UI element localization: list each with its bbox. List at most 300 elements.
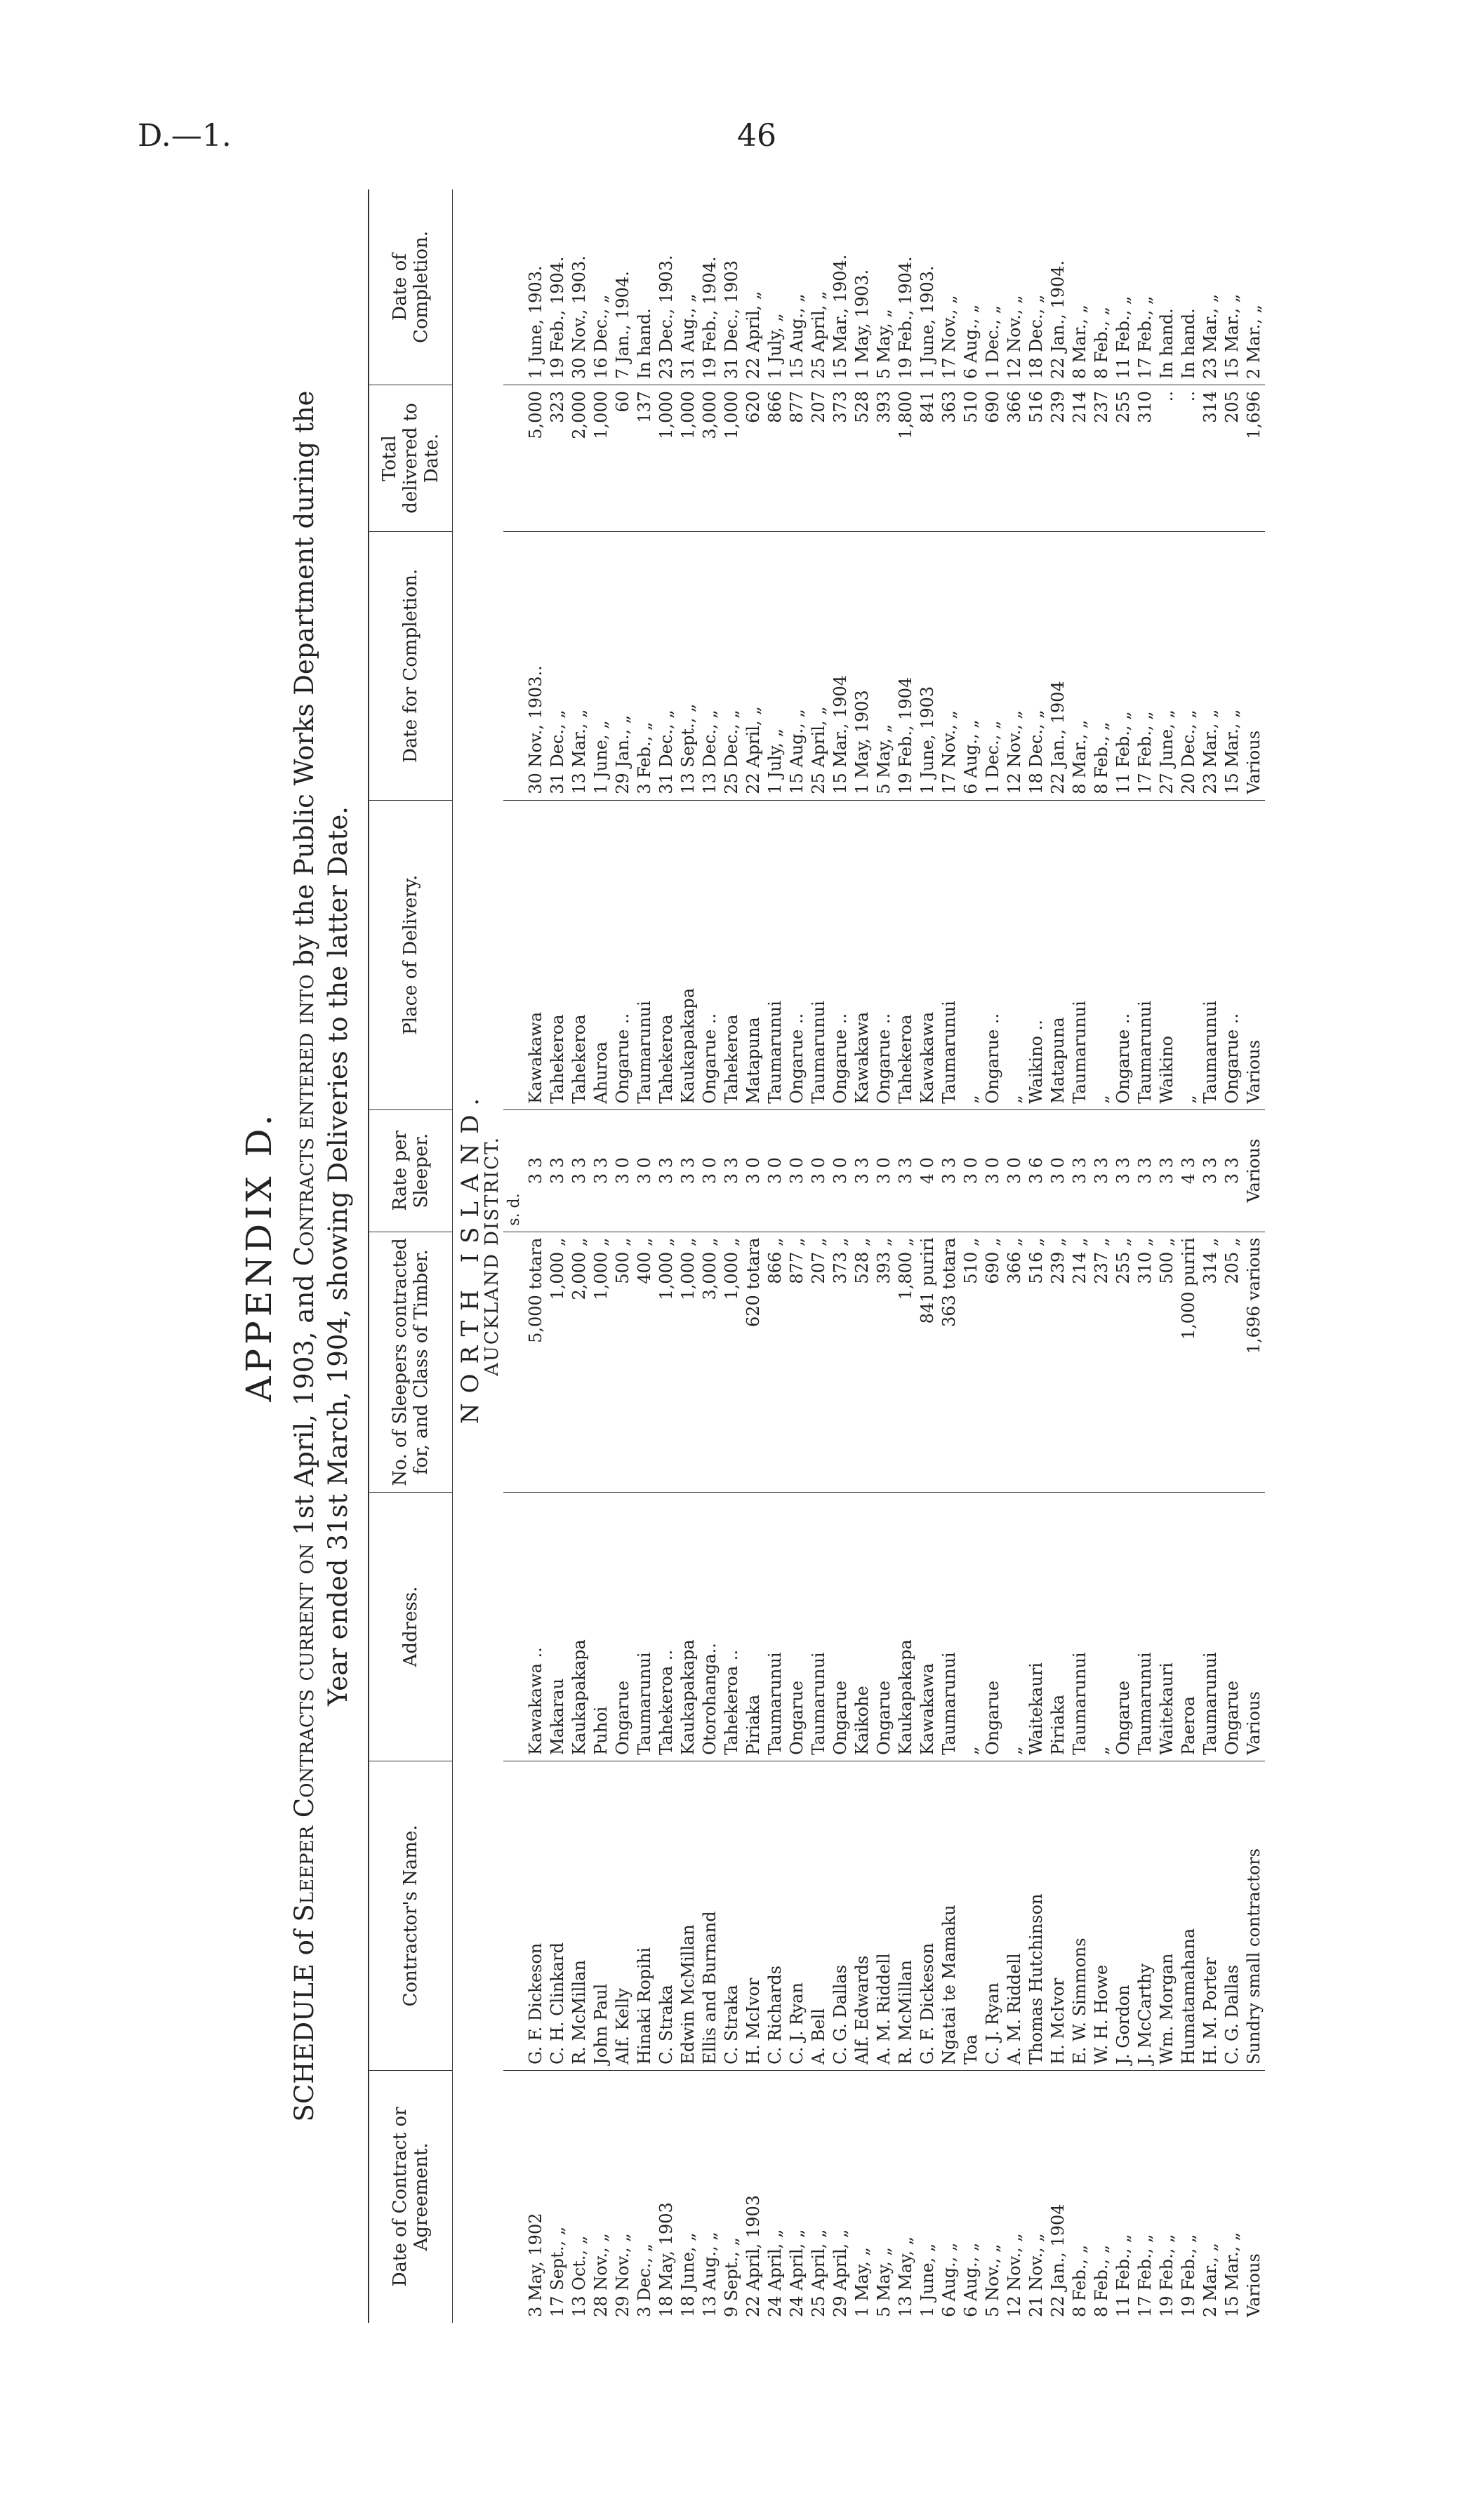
cell-date-of-contract: 28 Nov., „ <box>590 2070 612 2323</box>
cell-contractor-name: Hinaki Ropihi <box>634 1761 656 2070</box>
table-row <box>873 189 895 2323</box>
cell-contractor-name: R. McMillan <box>895 1761 917 2070</box>
cell-rate: 3 0 <box>1004 1109 1026 1232</box>
rotated-schedule <box>225 189 1446 2323</box>
cell-date-for-completion: 31 Dec., „ <box>656 531 677 800</box>
cell-place-of-delivery: Taumarunui <box>634 800 656 1109</box>
cell-date-of-completion: 7 Jan., 1904. <box>613 271 632 380</box>
cell-date-of-contract: 13 May, „ <box>895 2070 917 2323</box>
cell-date-for-completion: 15 Mar., „ <box>1221 531 1243 800</box>
table-row <box>656 189 677 2323</box>
cell-address: Piriaka <box>743 1493 764 1761</box>
cell-date-of-completion: 31 Aug., „ <box>678 293 698 380</box>
cell-date-of-completion: 22 Jan., 1904. <box>1048 260 1068 380</box>
cell-date-of-completion: 15 Aug., „ <box>787 293 807 380</box>
cell-place-of-delivery: „ <box>1004 800 1026 1109</box>
cell-address: Makarau <box>547 1493 569 1761</box>
header-date-of-completion: Date of Completion. <box>369 189 453 385</box>
cell-num-sleepers: 516 „ <box>1026 1232 1047 1492</box>
appendix-title: APPENDIX D. <box>239 1110 279 1402</box>
cell-date-of-contract: 17 Sept., „ <box>547 2070 569 2323</box>
cell-rate: 4 3 <box>1178 1109 1200 1232</box>
cell-date-for-completion: 30 Nov., 1903.. <box>525 531 547 800</box>
cell-num-sleepers: 310 „ <box>1134 1232 1156 1492</box>
table-row <box>612 189 634 2323</box>
cell-contractor-name: C. J. Ryan <box>786 1761 808 2070</box>
cell-date-for-completion: Various <box>1243 531 1265 800</box>
cell-num-sleepers: 620 totara <box>743 1232 764 1492</box>
cell-date-of-contract: 1 June, „ <box>917 2070 939 2323</box>
cell-date-for-completion: 23 Mar., „ <box>1200 531 1221 800</box>
cell-total-delivered: 255 <box>1113 385 1134 532</box>
cell-contractor-name: Wm. Morgan <box>1156 1761 1178 2070</box>
cell-date-of-contract: 17 Feb., „ <box>1134 2070 1156 2323</box>
cell-date-of-completion: 18 Dec., „ <box>1026 294 1046 380</box>
cell-date-for-completion: 31 Dec., „ <box>547 531 569 800</box>
cell-contractor-name: C. G. Dallas <box>1221 1761 1243 2070</box>
cell-date-of-contract: 19 Feb., „ <box>1178 2070 1200 2323</box>
table-row <box>1026 189 1047 2323</box>
cell-place-of-delivery: Taumarunui <box>939 800 960 1109</box>
cell-contractor-name: G. F. Dickeson <box>525 1761 547 2070</box>
table-row <box>743 189 764 2323</box>
schedule-title-smallcaps: Contracts entered into <box>289 974 319 1267</box>
table-row <box>1243 189 1265 2323</box>
cell-place-of-delivery: Tahekeroa <box>569 800 590 1109</box>
cell-date-of-completion: 1 Dec., „ <box>983 305 1002 380</box>
cell-place-of-delivery: Matapuna <box>1047 800 1069 1109</box>
cell-address: Tahekeroa .. <box>656 1493 677 1761</box>
table-header-row <box>369 189 453 2323</box>
page-reference: D.—1. <box>138 118 232 154</box>
heading-block <box>239 189 355 2323</box>
cell-total-delivered: 314 <box>1200 385 1221 532</box>
table-row <box>547 189 569 2323</box>
cell-total-delivered: 510 <box>960 385 982 532</box>
cell-contractor-name: Alf. Kelly <box>612 1761 634 2070</box>
cell-address: Kawakawa .. <box>525 1493 547 1761</box>
cell-date-of-contract: 13 Oct., „ <box>569 2070 590 2323</box>
cell-num-sleepers: 373 „ <box>830 1232 852 1492</box>
table-row <box>1091 189 1113 2323</box>
rate-units: s. d. <box>503 1109 525 1232</box>
cell-date-for-completion: 1 July, „ <box>764 531 786 800</box>
cell-date-for-completion: 1 May, 1903 <box>852 531 873 800</box>
table-row <box>525 189 547 2323</box>
cell-total-delivered: 1,696 <box>1243 385 1265 532</box>
cell-address: Waitekauri <box>1156 1493 1178 1761</box>
cell-address: Kawakawa <box>917 1493 939 1761</box>
cell-rate: 4 0 <box>917 1109 939 1232</box>
cell-date-of-completion: 1 June, 1903. <box>526 265 545 380</box>
cell-date-of-completion: 8 Mar., „ <box>1070 305 1089 380</box>
cell-address: Taumarunui <box>939 1493 960 1761</box>
page-number: 46 <box>737 118 776 154</box>
cell-date-of-contract: 21 Nov., „ <box>1026 2070 1047 2323</box>
cell-rate: 3 3 <box>677 1109 699 1232</box>
cell-date-of-contract: 11 Feb., „ <box>1113 2070 1134 2323</box>
cell-address: Ongarue <box>612 1493 634 1761</box>
cell-contractor-name: E. W. Simmons <box>1069 1761 1091 2070</box>
cell-place-of-delivery: „ <box>960 800 982 1109</box>
cell-place-of-delivery: Tahekeroa <box>895 800 917 1109</box>
cell-date-of-completion: 1 May, 1903. <box>852 269 872 380</box>
cell-total-delivered: 866 <box>764 385 786 532</box>
cell-date-for-completion: 27 June, „ <box>1156 531 1178 800</box>
table-row <box>960 189 982 2323</box>
cell-date-of-contract: 13 Aug., „ <box>699 2070 721 2323</box>
cell-place-of-delivery: Waikino .. <box>1026 800 1047 1109</box>
table-row <box>982 189 1004 2323</box>
cell-total-delivered: 2,000 <box>569 385 590 532</box>
cell-contractor-name: Alf. Edwards <box>852 1761 873 2070</box>
district-row <box>482 189 503 2323</box>
cell-date-of-contract: 29 Nov., „ <box>612 2070 634 2323</box>
cell-contractor-name: R. McMillan <box>569 1761 590 2070</box>
cell-total-delivered: 237 <box>1091 385 1113 532</box>
cell-date-of-contract: 1 May, „ <box>852 2070 873 2323</box>
cell-rate: 3 0 <box>786 1109 808 1232</box>
cell-address: Kaukapakapa <box>677 1493 699 1761</box>
cell-rate: 3 6 <box>1026 1109 1047 1232</box>
cell-num-sleepers: 877 „ <box>786 1232 808 1492</box>
cell-date-of-completion: 30 Nov., 1903. <box>569 255 589 380</box>
cell-contractor-name: Ellis and Burnand <box>699 1761 721 2070</box>
cell-total-delivered: 366 <box>1004 385 1026 532</box>
cell-date-of-contract: 22 Jan., 1904 <box>1047 2070 1069 2323</box>
cell-place-of-delivery: „ <box>1091 800 1113 1109</box>
cell-date-of-contract: 19 Feb., „ <box>1156 2070 1178 2323</box>
cell-place-of-delivery: Ongarue .. <box>1113 800 1134 1109</box>
cell-date-for-completion: 15 Mar., 1904 <box>830 531 852 800</box>
cell-date-of-contract: 5 May, „ <box>873 2070 895 2323</box>
cell-rate: 3 3 <box>852 1109 873 1232</box>
cell-contractor-name: A. Bell <box>808 1761 830 2070</box>
cell-rate: 3 3 <box>1134 1109 1156 1232</box>
cell-place-of-delivery: Ongarue .. <box>982 800 1004 1109</box>
cell-address: Taumarunui <box>764 1493 786 1761</box>
cell-date-for-completion: 13 Sept., „ <box>677 531 699 800</box>
cell-contractor-name: C. Straka <box>656 1761 677 2070</box>
cell-date-of-contract: 29 April, „ <box>830 2070 852 2323</box>
cell-address: Waitekauri <box>1026 1493 1047 1761</box>
cell-address: Taumarunui <box>1200 1493 1221 1761</box>
header-date-of-contract: Date of Contract or Agreement. <box>369 2070 453 2323</box>
cell-rate: 3 0 <box>634 1109 656 1232</box>
region-row <box>453 189 482 2323</box>
cell-date-of-completion: 1 July, „ <box>765 313 785 380</box>
cell-date-of-contract: 3 May, 1902 <box>525 2070 547 2323</box>
cell-address: Taumarunui <box>808 1493 830 1761</box>
cell-date-for-completion: 11 Feb., „ <box>1113 531 1134 800</box>
cell-contractor-name: J. Gordon <box>1113 1761 1134 2070</box>
table-row <box>699 189 721 2323</box>
cell-rate: 3 3 <box>1069 1109 1091 1232</box>
table-row <box>1047 189 1069 2323</box>
cell-total-delivered: 1,000 <box>721 385 743 532</box>
cell-date-of-contract: 18 May, 1903 <box>656 2070 677 2323</box>
cell-total-delivered: .. <box>1178 385 1200 532</box>
header-date-for-completion: Date for Completion. <box>369 531 453 800</box>
cell-date-of-completion: 8 Feb., „ <box>1092 306 1111 380</box>
table-row <box>1069 189 1091 2323</box>
units-row <box>503 189 525 2323</box>
table-row <box>1200 189 1221 2323</box>
cell-place-of-delivery: Waikino <box>1156 800 1178 1109</box>
cell-place-of-delivery: Various <box>1243 800 1265 1109</box>
cell-contractor-name: C. J. Ryan <box>982 1761 1004 2070</box>
cell-num-sleepers: 1,000 „ <box>721 1232 743 1492</box>
cell-date-of-completion: 15 Mar., 1904. <box>830 254 850 380</box>
cell-total-delivered: 841 <box>917 385 939 532</box>
cell-date-of-contract: 25 April, „ <box>808 2070 830 2323</box>
table-row <box>917 189 939 2323</box>
cell-total-delivered: 373 <box>830 385 852 532</box>
table-row <box>764 189 786 2323</box>
cell-num-sleepers: 214 „ <box>1069 1232 1091 1492</box>
cell-total-delivered: .. <box>1156 385 1178 532</box>
cell-date-for-completion: 15 Aug., „ <box>786 531 808 800</box>
cell-total-delivered: 393 <box>873 385 895 532</box>
cell-num-sleepers: 1,000 „ <box>677 1232 699 1492</box>
cell-rate: 3 0 <box>743 1109 764 1232</box>
cell-address: Tahekeroa .. <box>721 1493 743 1761</box>
cell-total-delivered: 5,000 <box>525 385 547 532</box>
cell-num-sleepers: 1,696 various <box>1243 1232 1265 1492</box>
cell-date-of-contract: 12 Nov., „ <box>1004 2070 1026 2323</box>
cell-date-for-completion: 22 April, „ <box>743 531 764 800</box>
table-body <box>453 189 1266 2323</box>
cell-date-of-completion: 19 Feb., 1904. <box>700 256 720 380</box>
cell-num-sleepers: 690 „ <box>982 1232 1004 1492</box>
cell-date-of-contract: Various <box>1243 2070 1265 2323</box>
cell-date-for-completion: 13 Mar., „ <box>569 531 590 800</box>
table-row <box>1113 189 1134 2323</box>
table-row <box>895 189 917 2323</box>
cell-rate: 3 3 <box>656 1109 677 1232</box>
cell-date-of-contract: 18 June, „ <box>677 2070 699 2323</box>
header-total-delivered: Total delivered to Date. <box>369 385 453 532</box>
cell-date-for-completion: 18 Dec., „ <box>1026 531 1047 800</box>
cell-num-sleepers: 500 „ <box>612 1232 634 1492</box>
table-row <box>1178 189 1200 2323</box>
cell-rate: Various <box>1243 1109 1265 1232</box>
cell-contractor-name: C. Straka <box>721 1761 743 2070</box>
cell-date-for-completion: 8 Mar., „ <box>1069 531 1091 800</box>
cell-date-for-completion: 6 Aug., „ <box>960 531 982 800</box>
cell-rate: 3 3 <box>1221 1109 1243 1232</box>
cell-contractor-name: A. M. Riddell <box>873 1761 895 2070</box>
cell-num-sleepers: 1,000 „ <box>590 1232 612 1492</box>
cell-address: Taumarunui <box>1069 1493 1091 1761</box>
cell-date-for-completion: 19 Feb., 1904 <box>895 531 917 800</box>
cell-date-of-contract: 9 Sept., „ <box>721 2070 743 2323</box>
cell-num-sleepers: 207 „ <box>808 1232 830 1492</box>
cell-total-delivered: 205 <box>1221 385 1243 532</box>
cell-date-of-completion: 17 Feb., „ <box>1135 295 1155 380</box>
cell-num-sleepers: 528 „ <box>852 1232 873 1492</box>
cell-total-delivered: 310 <box>1134 385 1156 532</box>
cell-num-sleepers: 255 „ <box>1113 1232 1134 1492</box>
table-row <box>939 189 960 2323</box>
cell-place-of-delivery: Kawakawa <box>852 800 873 1109</box>
cell-address: Paeroa <box>1178 1493 1200 1761</box>
table-row <box>590 189 612 2323</box>
cell-num-sleepers: 866 „ <box>764 1232 786 1492</box>
cell-contractor-name: Toa <box>960 1761 982 2070</box>
table-row <box>677 189 699 2323</box>
cell-contractor-name: H. M. Porter <box>1200 1761 1221 2070</box>
cell-date-of-contract: 24 April, „ <box>764 2070 786 2323</box>
cell-address: Kaukapakapa <box>895 1493 917 1761</box>
cell-contractor-name: Humatamahana <box>1178 1761 1200 2070</box>
cell-place-of-delivery: Ongarue .. <box>786 800 808 1109</box>
table-row <box>830 189 852 2323</box>
cell-rate: 3 3 <box>721 1109 743 1232</box>
cell-date-of-contract: 24 April, „ <box>786 2070 808 2323</box>
schedule-title-part: by the Public Works Department during the <box>289 390 319 975</box>
cell-address: Piriaka <box>1047 1493 1069 1761</box>
table-row <box>1004 189 1026 2323</box>
cell-contractor-name: J. McCarthy <box>1134 1761 1156 2070</box>
cell-total-delivered: 1,000 <box>656 385 677 532</box>
cell-date-of-completion: 16 Dec., „ <box>591 294 611 380</box>
cell-contractor-name: C. H. Clinkard <box>547 1761 569 2070</box>
cell-address: Taumarunui <box>1134 1493 1156 1761</box>
cell-rate: 3 3 <box>939 1109 960 1232</box>
cell-address: Ongarue <box>982 1493 1004 1761</box>
cell-date-of-contract: 2 Mar., „ <box>1200 2070 1221 2323</box>
cell-date-of-completion: 2 Mar., „ <box>1244 305 1264 380</box>
cell-address: „ <box>1091 1493 1113 1761</box>
cell-total-delivered: 323 <box>547 385 569 532</box>
cell-date-of-completion: 6 Aug., „ <box>961 304 981 380</box>
cell-place-of-delivery: Ongarue .. <box>1221 800 1243 1109</box>
cell-num-sleepers: 510 „ <box>960 1232 982 1492</box>
cell-num-sleepers: 205 „ <box>1221 1232 1243 1492</box>
cell-place-of-delivery: Ongarue .. <box>830 800 852 1109</box>
cell-total-delivered: 137 <box>634 385 656 532</box>
cell-rate: 3 0 <box>1047 1109 1069 1232</box>
cell-address: Kaukapakapa <box>569 1493 590 1761</box>
cell-total-delivered: 690 <box>982 385 1004 532</box>
cell-place-of-delivery: Ongarue .. <box>873 800 895 1109</box>
cell-date-of-completion: 31 Dec., 1903 <box>722 260 741 380</box>
cell-num-sleepers: 366 „ <box>1004 1232 1026 1492</box>
cell-num-sleepers: 1,000 „ <box>656 1232 677 1492</box>
cell-date-of-completion: 17 Nov., „ <box>939 295 959 380</box>
cell-address: Ongarue <box>1221 1493 1243 1761</box>
schedule-subtitle: Year ended 31st March, 1904, showing Deliveries to the latter Date. <box>323 806 353 1707</box>
cell-date-for-completion: 3 Feb., „ <box>634 531 656 800</box>
cell-total-delivered: 1,000 <box>590 385 612 532</box>
cell-rate: 3 3 <box>1156 1109 1178 1232</box>
cell-date-for-completion: 8 Feb., „ <box>1091 531 1113 800</box>
cell-num-sleepers: 237 „ <box>1091 1232 1113 1492</box>
cell-total-delivered: 1,800 <box>895 385 917 532</box>
cell-contractor-name: H. McIvor <box>743 1761 764 2070</box>
cell-date-of-completion: 11 Feb., „ <box>1113 295 1133 380</box>
cell-place-of-delivery: Taumarunui <box>808 800 830 1109</box>
cell-date-of-completion: 23 Mar., „ <box>1200 293 1220 380</box>
cell-date-for-completion: 5 May, „ <box>873 531 895 800</box>
cell-date-for-completion: 13 Dec., „ <box>699 531 721 800</box>
cell-place-of-delivery: Taumarunui <box>764 800 786 1109</box>
cell-place-of-delivery: Kawakawa <box>525 800 547 1109</box>
cell-date-of-completion: In hand. <box>1179 308 1198 380</box>
cell-num-sleepers: 1,000 „ <box>547 1232 569 1492</box>
cell-total-delivered: 877 <box>786 385 808 532</box>
cell-num-sleepers: 314 „ <box>1200 1232 1221 1492</box>
cell-total-delivered: 516 <box>1026 385 1047 532</box>
cell-rate: 3 0 <box>808 1109 830 1232</box>
cell-date-for-completion: 1 Dec., „ <box>982 531 1004 800</box>
cell-date-for-completion: 25 April, „ <box>808 531 830 800</box>
cell-place-of-delivery: Ongarue .. <box>612 800 634 1109</box>
table-row <box>1134 189 1156 2323</box>
schedule-title <box>288 189 355 2323</box>
cell-total-delivered: 239 <box>1047 385 1069 532</box>
cell-total-delivered: 60 <box>612 385 634 532</box>
table-row <box>786 189 808 2323</box>
cell-place-of-delivery: Kaukapakapa <box>677 800 699 1109</box>
cell-rate: 3 3 <box>1113 1109 1134 1232</box>
cell-contractor-name: Edwin McMillan <box>677 1761 699 2070</box>
cell-address: Ongarue <box>1113 1493 1134 1761</box>
cell-rate: 3 0 <box>960 1109 982 1232</box>
cell-place-of-delivery: Tahekeroa <box>656 800 677 1109</box>
cell-total-delivered: 207 <box>808 385 830 532</box>
header-rate: Rate per Sleeper. <box>369 1109 453 1232</box>
cell-total-delivered: 363 <box>939 385 960 532</box>
cell-rate: 3 3 <box>895 1109 917 1232</box>
cell-rate: 3 3 <box>547 1109 569 1232</box>
cell-date-for-completion: 12 Nov., „ <box>1004 531 1026 800</box>
cell-date-of-contract: 5 Nov., „ <box>982 2070 1004 2323</box>
cell-num-sleepers: 500 „ <box>1156 1232 1178 1492</box>
cell-date-for-completion: 1 June, „ <box>590 531 612 800</box>
cell-rate: 3 0 <box>830 1109 852 1232</box>
cell-contractor-name: Sundry small contractors <box>1243 1761 1265 2070</box>
cell-date-of-completion: In hand. <box>1157 308 1177 380</box>
cell-num-sleepers: 400 „ <box>634 1232 656 1492</box>
header-num-sleepers: No. of Sleepers contracted for, and Class of Timber. <box>369 1232 453 1492</box>
cell-num-sleepers: 363 totara <box>939 1232 960 1492</box>
table-row <box>1156 189 1178 2323</box>
cell-rate: 3 3 <box>1200 1109 1221 1232</box>
cell-date-of-completion: 19 Feb., 1904. <box>896 256 915 380</box>
cell-num-sleepers: 5,000 totara <box>525 1232 547 1492</box>
cell-date-of-completion: 23 Dec., 1903. <box>656 255 676 380</box>
cell-date-for-completion: 25 Dec., „ <box>721 531 743 800</box>
cell-address: Ongarue <box>786 1493 808 1761</box>
cell-rate: 3 3 <box>1091 1109 1113 1232</box>
cell-date-of-completion: 22 April, „ <box>743 291 763 380</box>
cell-place-of-delivery: Ongarue .. <box>699 800 721 1109</box>
cell-date-of-contract: 15 Mar., „ <box>1221 2070 1243 2323</box>
cell-num-sleepers: 1,800 „ <box>895 1232 917 1492</box>
table-row <box>569 189 590 2323</box>
cell-place-of-delivery: Taumarunui <box>1200 800 1221 1109</box>
cell-contractor-name: Ngatai te Mamaku <box>939 1761 960 2070</box>
cell-address: Ongarue <box>873 1493 895 1761</box>
cell-place-of-delivery: Tahekeroa <box>547 800 569 1109</box>
cell-place-of-delivery: Kawakawa <box>917 800 939 1109</box>
cell-rate: 3 0 <box>612 1109 634 1232</box>
cell-place-of-delivery: Matapuna <box>743 800 764 1109</box>
cell-contractor-name: John Paul <box>590 1761 612 2070</box>
cell-address: Kaikohe <box>852 1493 873 1761</box>
